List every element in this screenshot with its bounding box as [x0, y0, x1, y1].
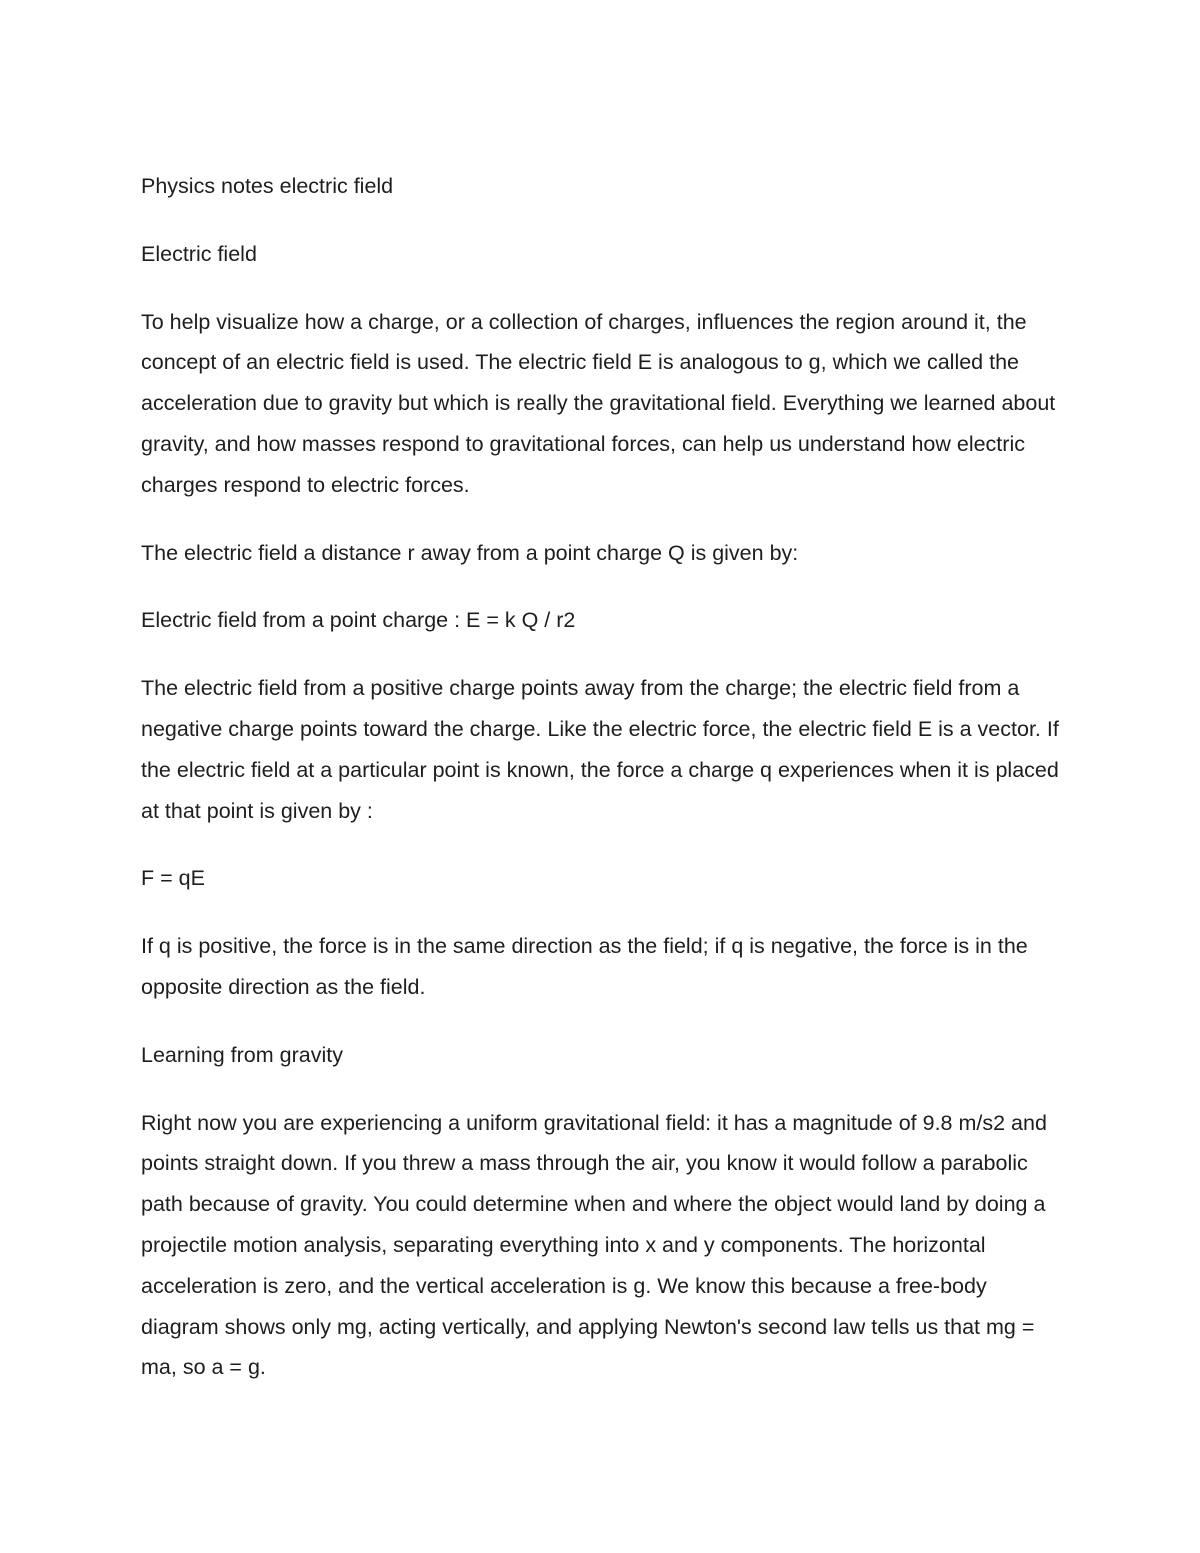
- document-title: Physics notes electric field: [141, 174, 394, 198]
- paragraph-point-charge: The electric field a distance r away from a point charge Q is given by:: [141, 540, 799, 565]
- section-heading-learning-from-gravity: Learning from gravity: [141, 1042, 343, 1067]
- section-heading-electric-field: Electric field: [141, 241, 257, 266]
- paragraph-intro: To help visualize how a charge, or a collection of charges, influences the region around it, the concept of an electric field is used. The electric field E is analogous to g, which we called the acceleration due to gravity but which is really the gravitational field. Everything we learned about gravity, and how masses respond to gravitational forces, can help us understand how electric charges respond to electric forces.: [141, 309, 1056, 497]
- document-body: [141, 166, 1066, 1415]
- paragraph-gravity: Right now you are experiencing a uniform gravitational field: it has a magnitude of 9.8 m/s2 and points straight down. If you threw a mass through the air, you know it would follow a parabolic path because of gravity. You could determine when and where the object would land by doing a projectile motion analysis, separating everything into x and y components. The horizontal acceleration is zero, and the vertical acceleration is g. We know this because a free-body diagram shows only mg, acting vertically, and applying Newton's second law tells us that mg = ma, so a = g.: [141, 1110, 1047, 1380]
- formula-force: F = qE: [141, 866, 205, 891]
- paragraph-field-direction: The electric field from a positive charge points away from the charge; the electric field from a negative charge points toward the charge. Like the electric force, the electric field E is a vector. If the electric field at a particular point is known, the force a charge q experiences when it is placed at that point is given by :: [141, 676, 1059, 823]
- formula-point-charge: Electric field from a point charge : E = k Q / r2: [141, 608, 576, 633]
- paragraph-force-sign: If q is positive, the force is in the same direction as the field; if q is negative, the force is in the opposite direction as the field.: [141, 934, 1028, 999]
